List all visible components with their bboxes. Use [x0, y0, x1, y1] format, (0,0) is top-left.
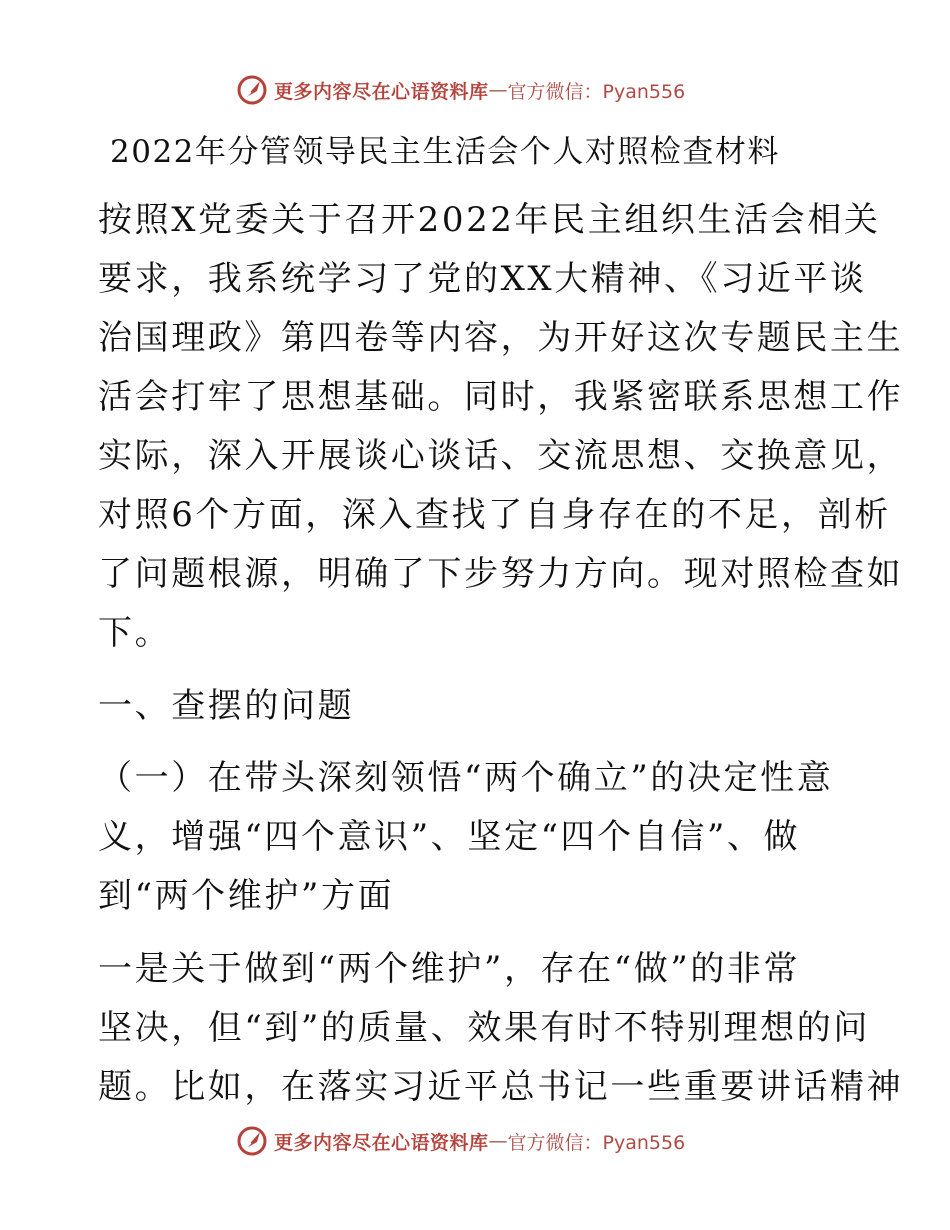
watermark-text: 更多内容尽在心语资料库	[274, 80, 489, 103]
body-line: 要求，我系统学习了党的XX大精神、《习近平谈	[98, 259, 867, 299]
body-line: 治国理政》第四卷等内容，为开好这次专题民主生	[98, 318, 904, 358]
section-heading: 一、查摆的问题	[98, 686, 355, 726]
body-line: 活会打牢了思想基础。同时，我紧密联系思想工作	[98, 377, 904, 417]
body-line: 下。	[98, 613, 172, 653]
watermark-dash: —	[488, 1130, 508, 1152]
document-title: 2022年分管领导民主生活会个人对照检查材料	[110, 134, 780, 170]
subsection-heading-line: 到“两个维护”方面	[98, 876, 395, 916]
body-line: 了问题根源，明确了下步努力方向。现对照检查如	[98, 554, 904, 594]
body-line: 实际，深入开展谈心谈话、交流思想、交换意见，	[98, 436, 904, 476]
body-line: 一是关于做到“两个维护”，存在“做”的非常	[98, 949, 801, 989]
body-line: 题。比如，在落实习近平总书记一些重要讲话精神	[98, 1067, 904, 1107]
quill-logo-icon	[236, 1125, 268, 1157]
subsection-heading-line: （一）在带头深刻领悟“两个确立”的决定性意	[98, 758, 834, 798]
watermark-official-account: 官方微信：Pyan556	[507, 80, 686, 103]
watermark-header	[236, 73, 685, 107]
body-line: 按照X党委关于召开2022年民主组织生活会相关	[98, 200, 881, 240]
quill-logo-icon	[236, 74, 268, 106]
watermark-footer	[236, 1124, 685, 1158]
body-line: 坚决，但“到”的质量、效果有时不特别理想的问	[98, 1008, 870, 1048]
watermark-dash: —	[488, 79, 508, 101]
watermark-text: 更多内容尽在心语资料库	[274, 1131, 489, 1154]
body-line: 对照6个方面，深入查找了自身存在的不足，剖析	[98, 495, 891, 535]
subsection-heading-line: 义，增强“四个意识”、坚定“四个自信”、做	[98, 817, 801, 857]
watermark-official-account: 官方微信：Pyan556	[507, 1131, 686, 1154]
